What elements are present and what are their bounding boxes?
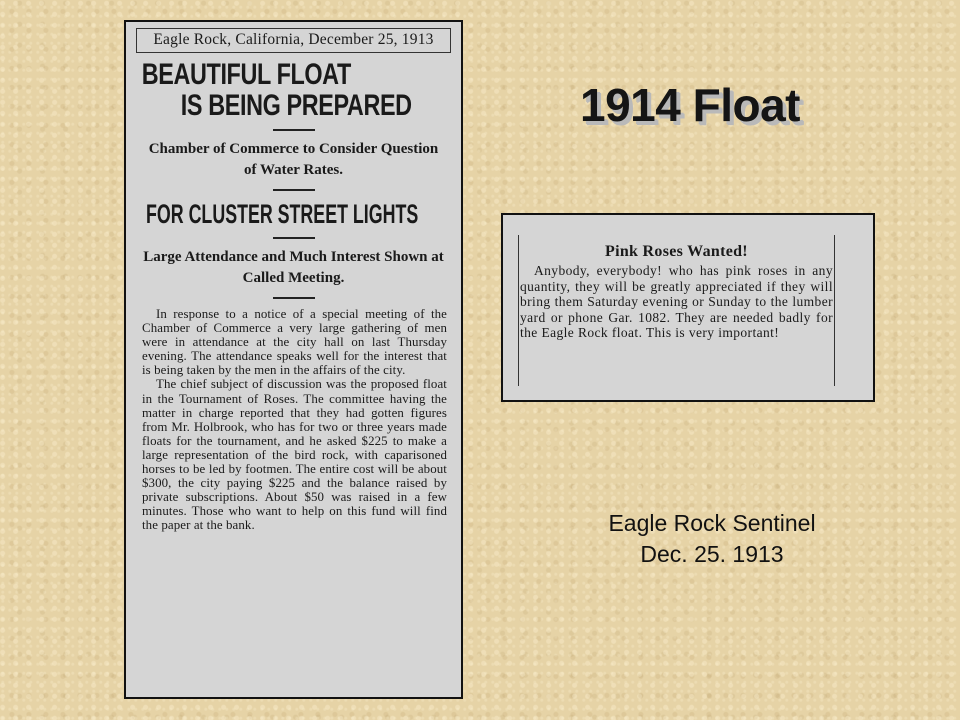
headline-line-2: IS BEING PREPARED [180,89,412,122]
article-headline [134,58,412,122]
article-body [142,307,447,533]
article-subhead-attendance: Large Attendance and Much Interest Shown at Called Meeting. [143,249,444,286]
article-subhead-water-rates: Chamber of Commerce to Consider Question of Water Rates. [148,141,439,178]
article-paragraph: The chief subject of discussion was the proposed float in the Tournament of Roses. The committee having the matter in charge reported that they had gotten figures from Mr. Holbrook, who has for two or three years made floats for the tournament, and he asked $225 to make a large representation of the bird rock, with caparisoned horses to be led by footmen. The entire cost will be about $300, the city paying $225 and the balance raised by private subscriptions. About $50 was raised in a few minutes. Those who want to help on this fund will find the paper at the bank. [142,377,447,533]
newspaper-article-clipping [124,20,463,699]
divider-rule [273,129,315,131]
headline-line-1: BEAUTIFUL FLOAT [141,58,351,91]
column-rule [518,235,519,386]
divider-rule [273,189,315,191]
divider-rule [273,237,315,239]
column-rule [834,235,835,386]
article-headline-street-lights: FOR CLUSTER STREET LIGHTS [146,199,419,229]
caption-publication: Eagle Rock Sentinel [608,510,816,536]
pink-roses-notice-clipping [501,213,875,402]
slide-title: 1914 Float [580,79,800,131]
article-dateline: Eagle Rock, California, December 25, 1913 [136,28,451,53]
divider-rule [273,297,315,299]
caption-date: Dec. 25. 1913 [640,541,784,567]
notice-body [520,263,833,341]
notice-paragraph: Anybody, everybody! who has pink roses in any quantity, they will be greatly appreciated if they will bring them Saturday evening or Sunday to the lumber yard or phone Gar. 1082. They are needed badly for the Eagle Rock float. This is very important! [520,263,833,341]
article-paragraph: In response to a notice of a special meeting of the Chamber of Commerce a very large gathering of men were in attendance at the city hall on last Thursday evening. The attendance speaks well for the interest that is being taken by the men in the affairs of the city. [142,307,447,378]
notice-heading: Pink Roses Wanted! [605,243,748,260]
source-caption [560,508,864,570]
